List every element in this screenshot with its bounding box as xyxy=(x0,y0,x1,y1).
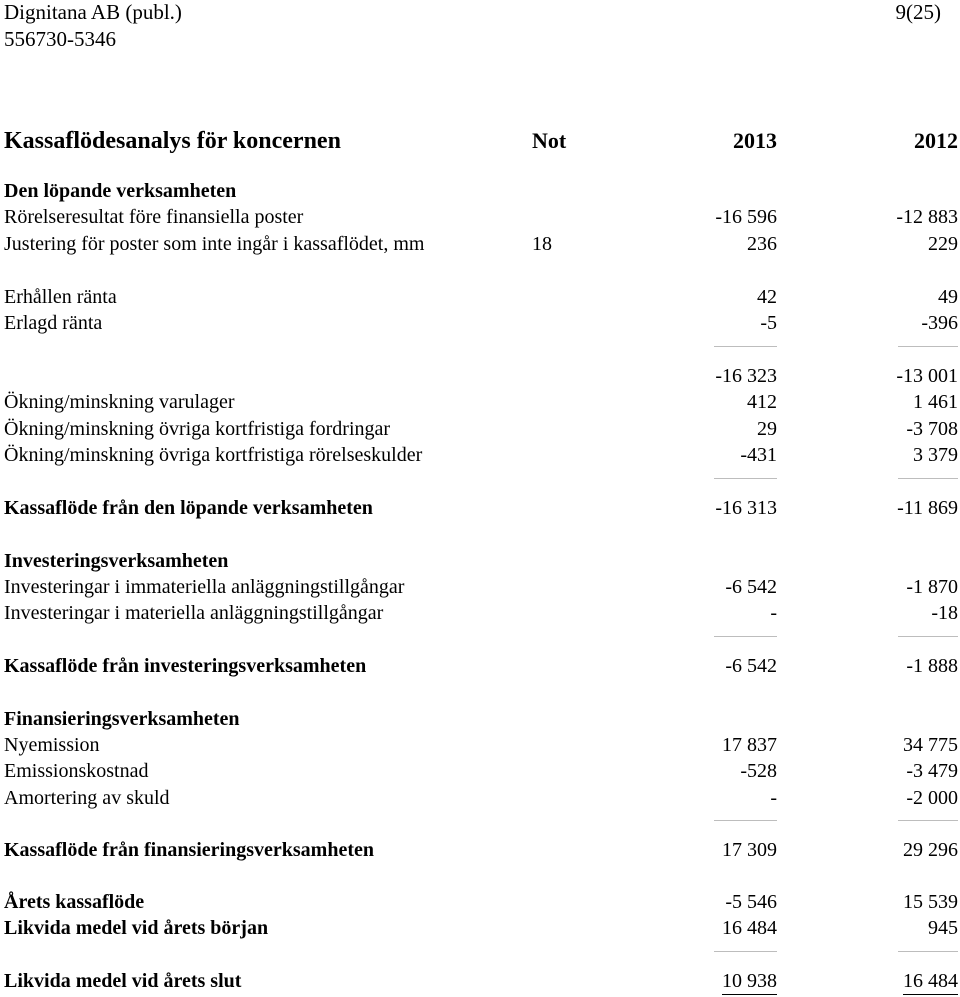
row-label: Justering för poster som inte ingår i kassaflödet, mm xyxy=(4,233,425,255)
row-label: Ökning/minskning övriga kortfristiga rörelseskulder xyxy=(4,444,423,466)
value-2013: -16 323 xyxy=(715,365,777,387)
value-2013: 42 xyxy=(757,286,777,308)
sum-rule xyxy=(898,820,958,821)
value-2012: 1 461 xyxy=(913,391,958,413)
section-heading-investing xyxy=(0,548,960,574)
value-2012: -2 000 xyxy=(906,787,958,809)
table-row xyxy=(0,442,960,468)
value-2012: -11 869 xyxy=(897,497,958,519)
section-heading-operating xyxy=(0,178,960,204)
col-header-not: Not xyxy=(532,128,567,153)
row-label: Amortering av skuld xyxy=(4,787,170,809)
value-2012: -18 xyxy=(931,602,958,624)
value-2013: -5 546 xyxy=(725,891,777,913)
sum-rule xyxy=(714,478,777,479)
row-label: Årets kassaflöde xyxy=(4,891,145,913)
table-row xyxy=(0,600,960,626)
section-heading-financing xyxy=(0,706,960,732)
table-row-total xyxy=(0,915,960,941)
sum-rule xyxy=(714,636,777,637)
row-label: Rörelseresultat före finansiella poster xyxy=(4,206,304,228)
sum-rule xyxy=(714,346,777,347)
table-row xyxy=(0,310,960,336)
table-row xyxy=(0,231,960,257)
sum-rule xyxy=(898,346,958,347)
table-row xyxy=(0,574,960,600)
value-2013: 10 938 xyxy=(722,968,777,995)
row-label: Kassaflöde från finansieringsverksamheten xyxy=(4,839,374,861)
table-row xyxy=(0,204,960,230)
sum-rule xyxy=(898,636,958,637)
value-2012: -12 883 xyxy=(896,206,958,228)
row-label: Nyemission xyxy=(4,734,100,756)
value-2013: 412 xyxy=(747,391,777,413)
value-2012: -13 001 xyxy=(896,365,958,387)
row-label: Kassaflöde från den löpande verksamheten xyxy=(4,497,373,519)
row-label: Erlagd ränta xyxy=(4,312,103,334)
org-number: 556730-5346 xyxy=(4,27,116,51)
value-2013: 236 xyxy=(747,233,777,255)
table-row xyxy=(0,416,960,442)
value-2012: 3 379 xyxy=(913,444,958,466)
table-row-total xyxy=(0,889,960,915)
row-label: Finansieringsverksamheten xyxy=(4,708,240,730)
sum-rule xyxy=(898,951,958,952)
table-row xyxy=(0,284,960,310)
value-2013: -6 542 xyxy=(725,655,777,677)
value-2012: 16 484 xyxy=(903,968,958,995)
value-2012: 945 xyxy=(928,917,958,939)
value-2012: 34 775 xyxy=(903,734,958,756)
sum-rule xyxy=(898,478,958,479)
row-label: Ökning/minskning varulager xyxy=(4,391,235,413)
page-number: 9(25) xyxy=(895,0,941,24)
row-label: Investeringar i immateriella anläggningstillgångar xyxy=(4,576,405,598)
row-label: Emissionskostnad xyxy=(4,760,149,782)
row-label: Ökning/minskning övriga kortfristiga fordringar xyxy=(4,418,391,440)
sum-rule xyxy=(714,951,777,952)
value-2012: 49 xyxy=(938,286,958,308)
row-label: Likvida medel vid årets slut xyxy=(4,970,242,992)
value-2013: 17 309 xyxy=(722,839,777,861)
table-row-grand-total xyxy=(0,968,960,994)
row-label: Kassaflöde från investeringsverksamheten xyxy=(4,655,367,677)
note-ref: 18 xyxy=(532,233,552,255)
table-row xyxy=(0,785,960,811)
table-row xyxy=(0,389,960,415)
value-2013: - xyxy=(770,602,777,624)
value-2013: -431 xyxy=(740,444,777,466)
value-2013: 17 837 xyxy=(722,734,777,756)
value-2013: -5 xyxy=(760,312,777,334)
row-label: Erhållen ränta xyxy=(4,286,117,308)
row-label: Investeringsverksamheten xyxy=(4,550,229,572)
table-row-total xyxy=(0,495,960,521)
table-row xyxy=(0,758,960,784)
table-row xyxy=(0,732,960,758)
value-2013: -16 313 xyxy=(715,497,777,519)
value-2012: -3 708 xyxy=(906,418,958,440)
value-2013: - xyxy=(770,787,777,809)
value-2012: -396 xyxy=(921,312,958,334)
value-2012: 229 xyxy=(928,233,958,255)
col-header-2013: 2013 xyxy=(733,128,777,153)
table-row-total xyxy=(0,837,960,863)
value-2013: -16 596 xyxy=(715,206,777,228)
company-name: Dignitana AB (publ.) xyxy=(4,0,182,24)
value-2012: -1 888 xyxy=(906,655,958,677)
value-2013: -528 xyxy=(740,760,777,782)
row-label: Den löpande verksamheten xyxy=(4,180,237,202)
value-2012: -1 870 xyxy=(906,576,958,598)
table-row-subtotal xyxy=(0,363,960,389)
value-2013: 29 xyxy=(757,418,777,440)
row-label: Investeringar i materiella anläggningstillgångar xyxy=(4,602,384,624)
value-2012: 29 296 xyxy=(903,839,958,861)
col-header-2012: 2012 xyxy=(914,128,958,153)
statement-title: Kassaflödesanalys för koncernen xyxy=(4,128,341,154)
value-2013: 16 484 xyxy=(722,917,777,939)
table-row-total xyxy=(0,653,960,679)
sum-rule xyxy=(714,820,777,821)
value-2012: -3 479 xyxy=(906,760,958,782)
value-2013: -6 542 xyxy=(725,576,777,598)
row-label: Likvida medel vid årets början xyxy=(4,917,269,939)
value-2012: 15 539 xyxy=(903,891,958,913)
